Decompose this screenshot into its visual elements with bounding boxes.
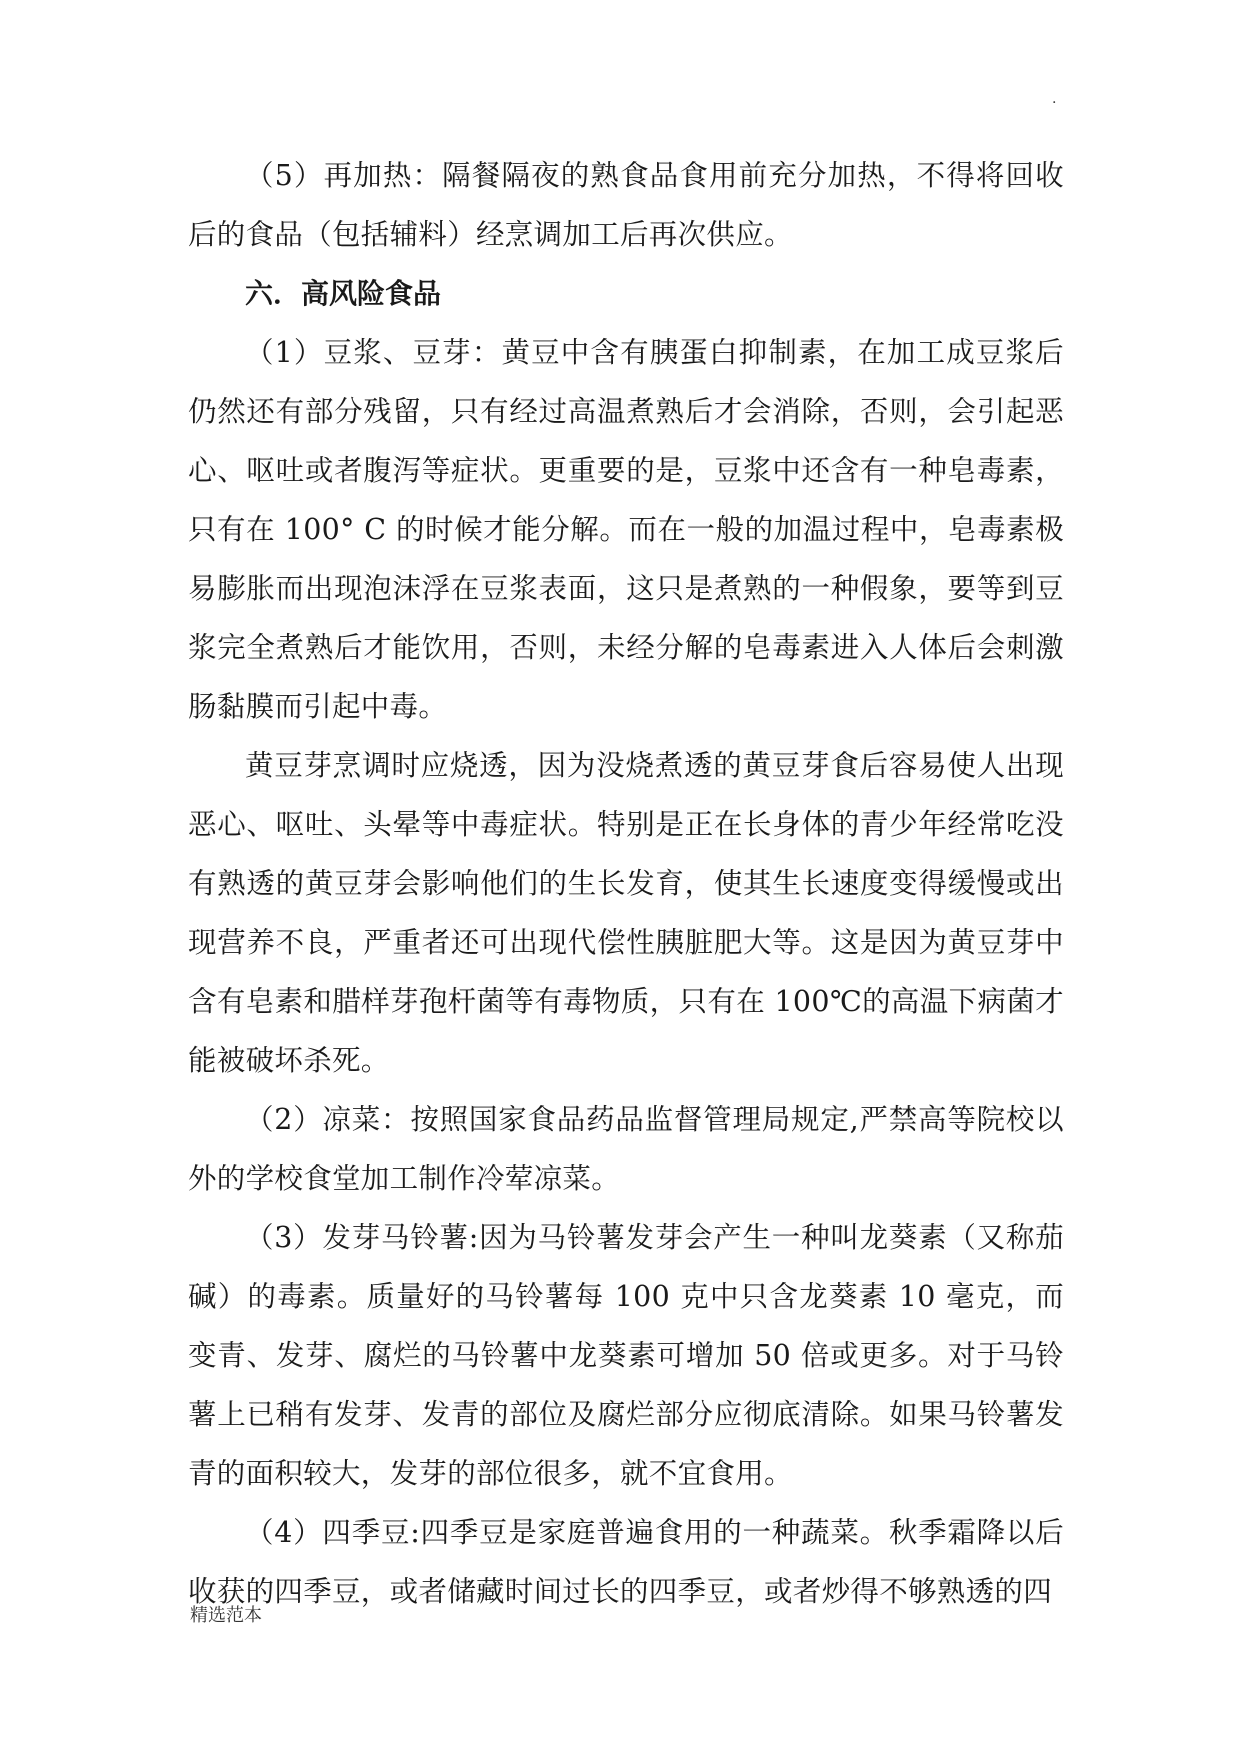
paragraph-cold-dishes: （2）凉菜：按照国家食品药品监督管理局规定,严禁高等院校以外的学校食堂加工制作冷荤凉菜。 xyxy=(188,1103,1064,1195)
document-body xyxy=(188,146,1064,1621)
paragraph-soybean-sprouts: 黄豆芽烹调时应烧透，因为没烧煮透的黄豆芽食后容易使人出现恶心、呕吐、头晕等中毒症状。特别是正在长身体的青少年经常吃没有熟透的黄豆芽会影响他们的生长发育，使其生长速度变得缓慢或出现营养不良，严重者还可出现代偿性胰脏肥大等。这是因为黄豆芽中含有皂素和腊样芽孢杆菌等有毒物质，只有在 100℃的高温下病菌才能被破坏杀死。 xyxy=(188,749,1064,1077)
paragraph-green-beans: （4）四季豆:四季豆是家庭普遍食用的一种蔬菜。秋季霜降以后收获的四季豆，或者储藏时间过长的四季豆，或者炒得不够熟透的四 xyxy=(188,1516,1064,1608)
paragraph-soy-milk: （1）豆浆、豆芽：黄豆中含有胰蛋白抑制素，在加工成豆浆后仍然还有部分残留，只有经过高温煮熟后才会消除，否则，会引起恶心、呕吐或者腹泻等症状。更重要的是，豆浆中还含有一种皂毒素，只有在 100° C 的时候才能分解。而在一般的加温过程中，皂毒素极易膨胀而出现泡沫浮在豆浆表面，这只是煮熟的一种假象，要等到豆浆完全煮熟后才能饮用，否则，未经分解的皂毒素进入人体后会刺激肠黏膜而引起中毒。 xyxy=(188,336,1064,723)
section-heading: 六．高风险食品 xyxy=(245,277,442,310)
paragraph-reheating: （5）再加热：隔餐隔夜的熟食品食用前充分加热，不得将回收后的食品（包括辅料）经烹调加工后再次供应。 xyxy=(188,159,1064,251)
corner-mark: . xyxy=(1052,91,1057,107)
footer-label: 精选范本 xyxy=(190,1605,262,1626)
paragraph-sprouted-potatoes: （3）发芽马铃薯:因为马铃薯发芽会产生一种叫龙葵素（又称茄碱）的毒素。质量好的马铃薯每 100 克中只含龙葵素 10 毫克，而变青、发芽、腐烂的马铃薯中龙葵素可增加 50 倍或更多。对于马铃薯上已稍有发芽、发青的部位及腐烂部分应彻底清除。如果马铃薯发青的面积较大，发芽的部位很多，就不宜食用。 xyxy=(188,1221,1064,1490)
